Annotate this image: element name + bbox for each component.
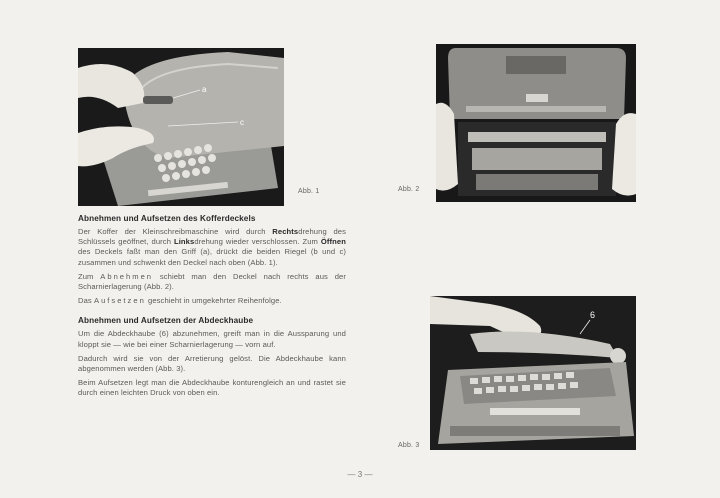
text-column <box>78 214 346 403</box>
section-2-heading: Abnehmen und Aufsetzen der Abdeckhaube <box>78 316 254 326</box>
figure-1-photo <box>78 48 284 206</box>
section-1-paragraph-1: Der Koffer der Kleinschreibmaschine wird durch Rechtsdrehung des Schlüssels geöffnet, durch Linksdrehung wieder verschlossen. Zum Öffnen des Deckels faßt man den Griff (a), drückt die beiden Riegel (b und c) zusammen und schwenkt den Deckel nach oben (Abb. 1). <box>78 227 346 267</box>
figure-2-caption: Abb. 2 <box>398 186 420 193</box>
figure-1-illustration <box>78 48 284 206</box>
section-2-paragraph-2: Dadurch wird sie von der Arretierung gelöst. Die Abdeckhaube kann abgenommen werden (Abb. 3). <box>78 353 346 374</box>
section-1-heading: Abnehmen und Aufsetzen des Kofferdeckels <box>78 214 256 223</box>
figure-3-caption: Abb. 3 <box>398 442 420 449</box>
figure-2-photo <box>436 44 636 202</box>
figure-2-illustration <box>436 44 636 202</box>
figure-3-photo <box>430 296 636 450</box>
figure-1-label-c: c <box>240 118 244 127</box>
section-2-paragraph-1: Um die Abdeckhaube (6) abzunehmen, greift man in die Aussparung und kloppt sie — wie bei einer Scharnierlagerung — vorn auf. <box>78 329 346 349</box>
figure-3-illustration <box>430 296 636 450</box>
section-2-paragraph-3: Beim Aufsetzen legt man die Abdeckhaube konturengleich an und rastet sie durch einen leichten Druck von oben ein. <box>78 378 346 398</box>
figure-1-label-a: a <box>202 85 207 94</box>
page-number: — 3 — <box>347 470 373 479</box>
section-1-paragraph-2: Zum Abnehmen schiebt man den Deckel nach rechts aus der Scharnierlagerung (Abb. 2). <box>78 271 346 292</box>
figure-1-caption: Abb. 1 <box>298 188 320 195</box>
section-1-paragraph-3: Das Aufsetzen geschieht in umgekehrter Reihenfolge. <box>78 296 282 306</box>
figure-3-label-6: 6 <box>590 310 596 320</box>
